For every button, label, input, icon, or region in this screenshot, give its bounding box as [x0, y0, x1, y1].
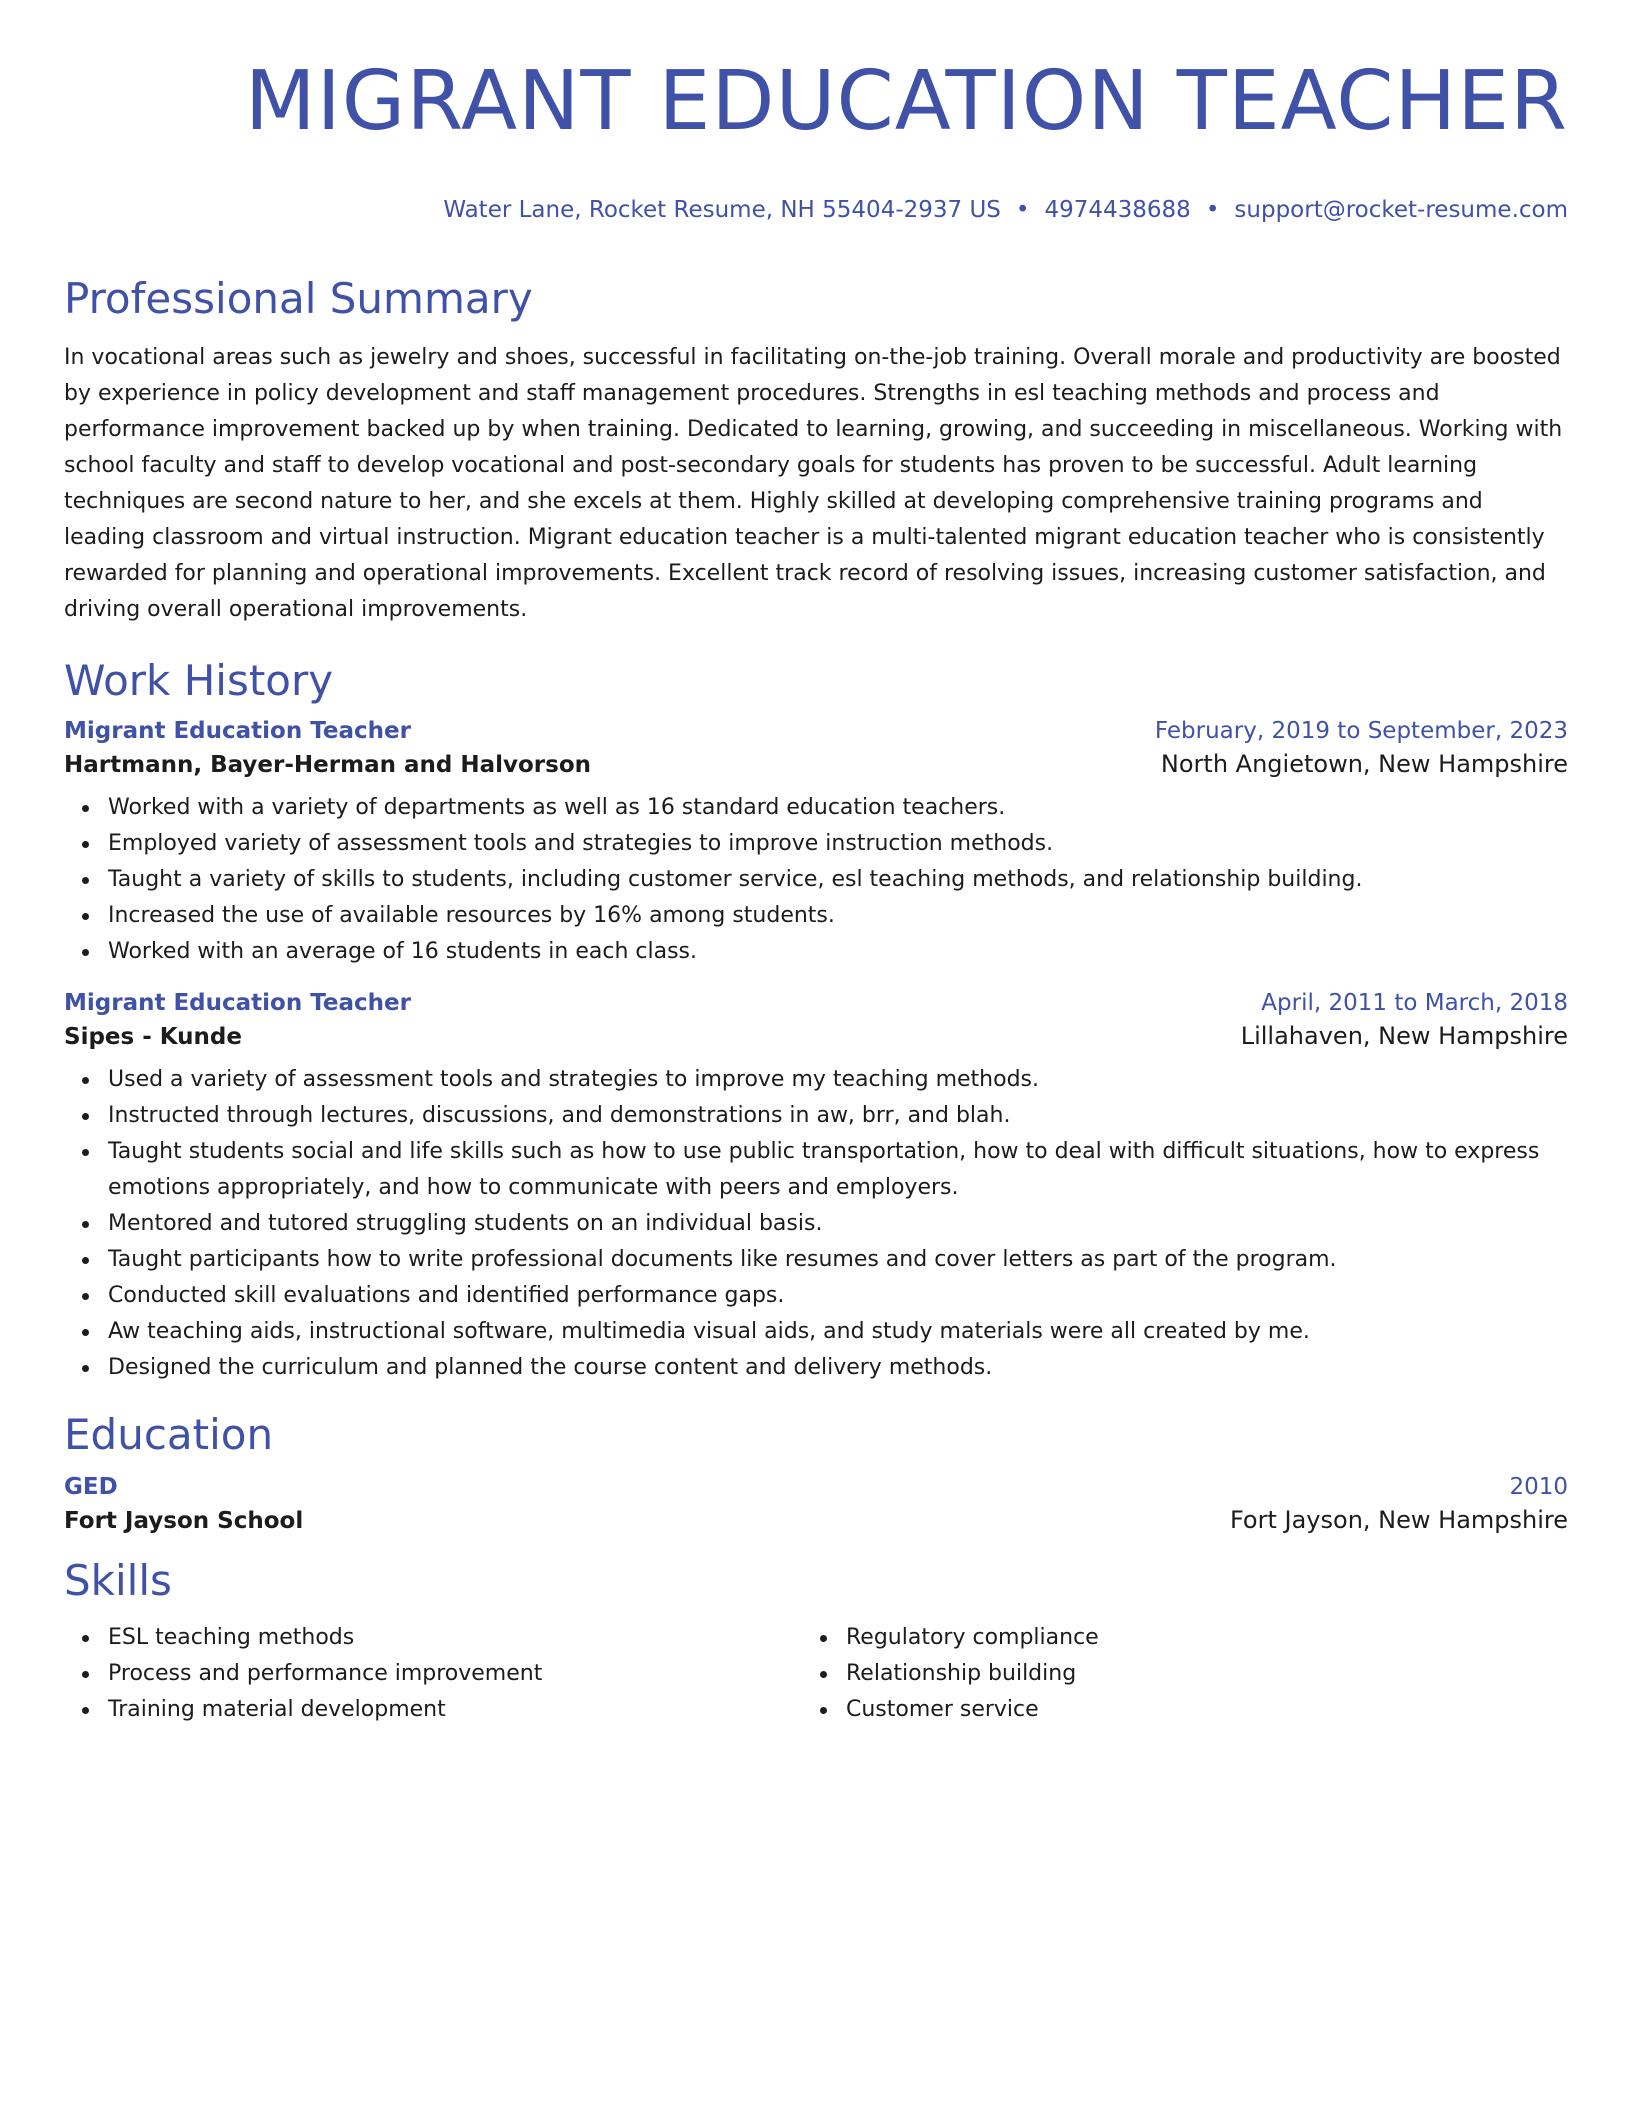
- job-bullet: Employed variety of assessment tools and strategies to improve instruction methods.: [108, 826, 1568, 862]
- skills-list: [802, 1620, 1540, 1728]
- skills-column-left: [64, 1620, 802, 1728]
- job-dates: February, 2019 to September, 2023: [1154, 718, 1568, 744]
- job-bullet: Taught students social and life skills such as how to use public transportation, how to deal with difficult situations, how to express emotions appropriately, and how to communicate with peers and employers.: [108, 1134, 1568, 1206]
- job-bullet: Aw teaching aids, instructional software, multimedia visual aids, and study materials were all created by me.: [108, 1314, 1568, 1350]
- contact-separator: •: [1015, 197, 1030, 223]
- job-employer: Sipes - Kunde: [64, 1024, 242, 1050]
- contact-line: [64, 194, 1568, 226]
- skills-heading: Skills: [64, 1556, 172, 1605]
- skill-item: ESL teaching methods: [108, 1620, 802, 1656]
- education-year: 2010: [1509, 1474, 1568, 1500]
- education-location: Fort Jayson, New Hampshire: [1229, 1506, 1568, 1534]
- skills-list: [64, 1620, 802, 1728]
- job-bullet: Instructed through lectures, discussions, and demonstrations in aw, brr, and blah.: [108, 1098, 1568, 1134]
- job-bullet-list: [64, 1062, 1568, 1386]
- summary-text: In vocational areas such as jewelry and shoes, successful in facilitating on-the-job training. Overall morale and productivity are boosted by experience in policy development and staff management procedures. Strengths in esl teaching methods and process and performance improvement backed up by when training. Dedicated to learning, growing, and succeeding in miscellaneous. Working with school faculty and staff to develop vocational and post-secondary goals for students has proven to be successful. Adult learning techniques are second nature to her, and she excels at them. Highly skilled at developing comprehensive training programs and leading classroom and virtual instruction. Migrant education teacher is a multi-talented migrant education teacher who is consistently rewarded for planning and operational improvements. Excellent track record of resolving issues, increasing customer satisfaction, and driving overall operational improvements.: [64, 345, 1563, 622]
- job-bullet: Designed the curriculum and planned the course content and delivery methods.: [108, 1350, 1568, 1386]
- skill-item: Training material development: [108, 1692, 802, 1728]
- skill-item: Process and performance improvement: [108, 1656, 802, 1692]
- job-employer: Hartmann, Bayer-Herman and Halvorson: [64, 752, 591, 778]
- work-history-heading: Work History: [64, 656, 334, 705]
- contact-separator: •: [1205, 197, 1220, 223]
- job-employer-row: [64, 750, 1568, 778]
- education-heading: Education: [64, 1410, 274, 1459]
- job-bullet: Used a variety of assessment tools and strategies to improve my teaching methods.: [108, 1062, 1568, 1098]
- job-header-row: [64, 718, 1568, 744]
- job-bullet: Taught participants how to write professional documents like resumes and cover letters as part of the program.: [108, 1242, 1568, 1278]
- education-entry: [64, 1474, 1568, 1534]
- summary-heading: Professional Summary: [64, 274, 533, 323]
- education-header-row: [64, 1474, 1568, 1500]
- job-bullet: Worked with an average of 16 students in each class.: [108, 934, 1568, 970]
- education-degree: GED: [64, 1474, 118, 1500]
- job-bullet: Worked with a variety of departments as well as 16 standard education teachers.: [108, 790, 1568, 826]
- job-header-row: [64, 990, 1568, 1016]
- skills-column-right: [802, 1620, 1540, 1728]
- job-bullet: Conducted skill evaluations and identified performance gaps.: [108, 1278, 1568, 1314]
- skill-item: Customer service: [846, 1692, 1540, 1728]
- job-location: Lillahaven, New Hampshire: [1240, 1022, 1568, 1050]
- job-bullet: Increased the use of available resources by 16% among students.: [108, 898, 1568, 934]
- job-bullet: Taught a variety of skills to students, including customer service, esl teaching methods, and relationship building.: [108, 862, 1568, 898]
- skill-item: Regulatory compliance: [846, 1620, 1540, 1656]
- education-school: Fort Jayson School: [64, 1508, 304, 1534]
- education-school-row: [64, 1506, 1568, 1534]
- job-employer-row: [64, 1022, 1568, 1050]
- job-entry: [64, 990, 1568, 1386]
- job-bullet-list: [64, 790, 1568, 970]
- job-title: Migrant Education Teacher: [64, 718, 411, 744]
- contact-address: Water Lane, Rocket Resume, NH 55404-2937 US: [443, 197, 1001, 223]
- job-bullet: Mentored and tutored struggling students on an individual basis.: [108, 1206, 1568, 1242]
- contact-email[interactable]: support@rocket-resume.com: [1234, 197, 1568, 223]
- contact-phone[interactable]: 4974438688: [1044, 197, 1191, 223]
- resume-title: MIGRANT EDUCATION TEACHER: [244, 54, 1568, 149]
- skill-item: Relationship building: [846, 1656, 1540, 1692]
- job-location: North Angietown, New Hampshire: [1160, 750, 1568, 778]
- skills-grid: [64, 1620, 1568, 1728]
- job-entry: [64, 718, 1568, 970]
- job-title: Migrant Education Teacher: [64, 990, 411, 1016]
- job-dates: April, 2011 to March, 2018: [1261, 990, 1568, 1016]
